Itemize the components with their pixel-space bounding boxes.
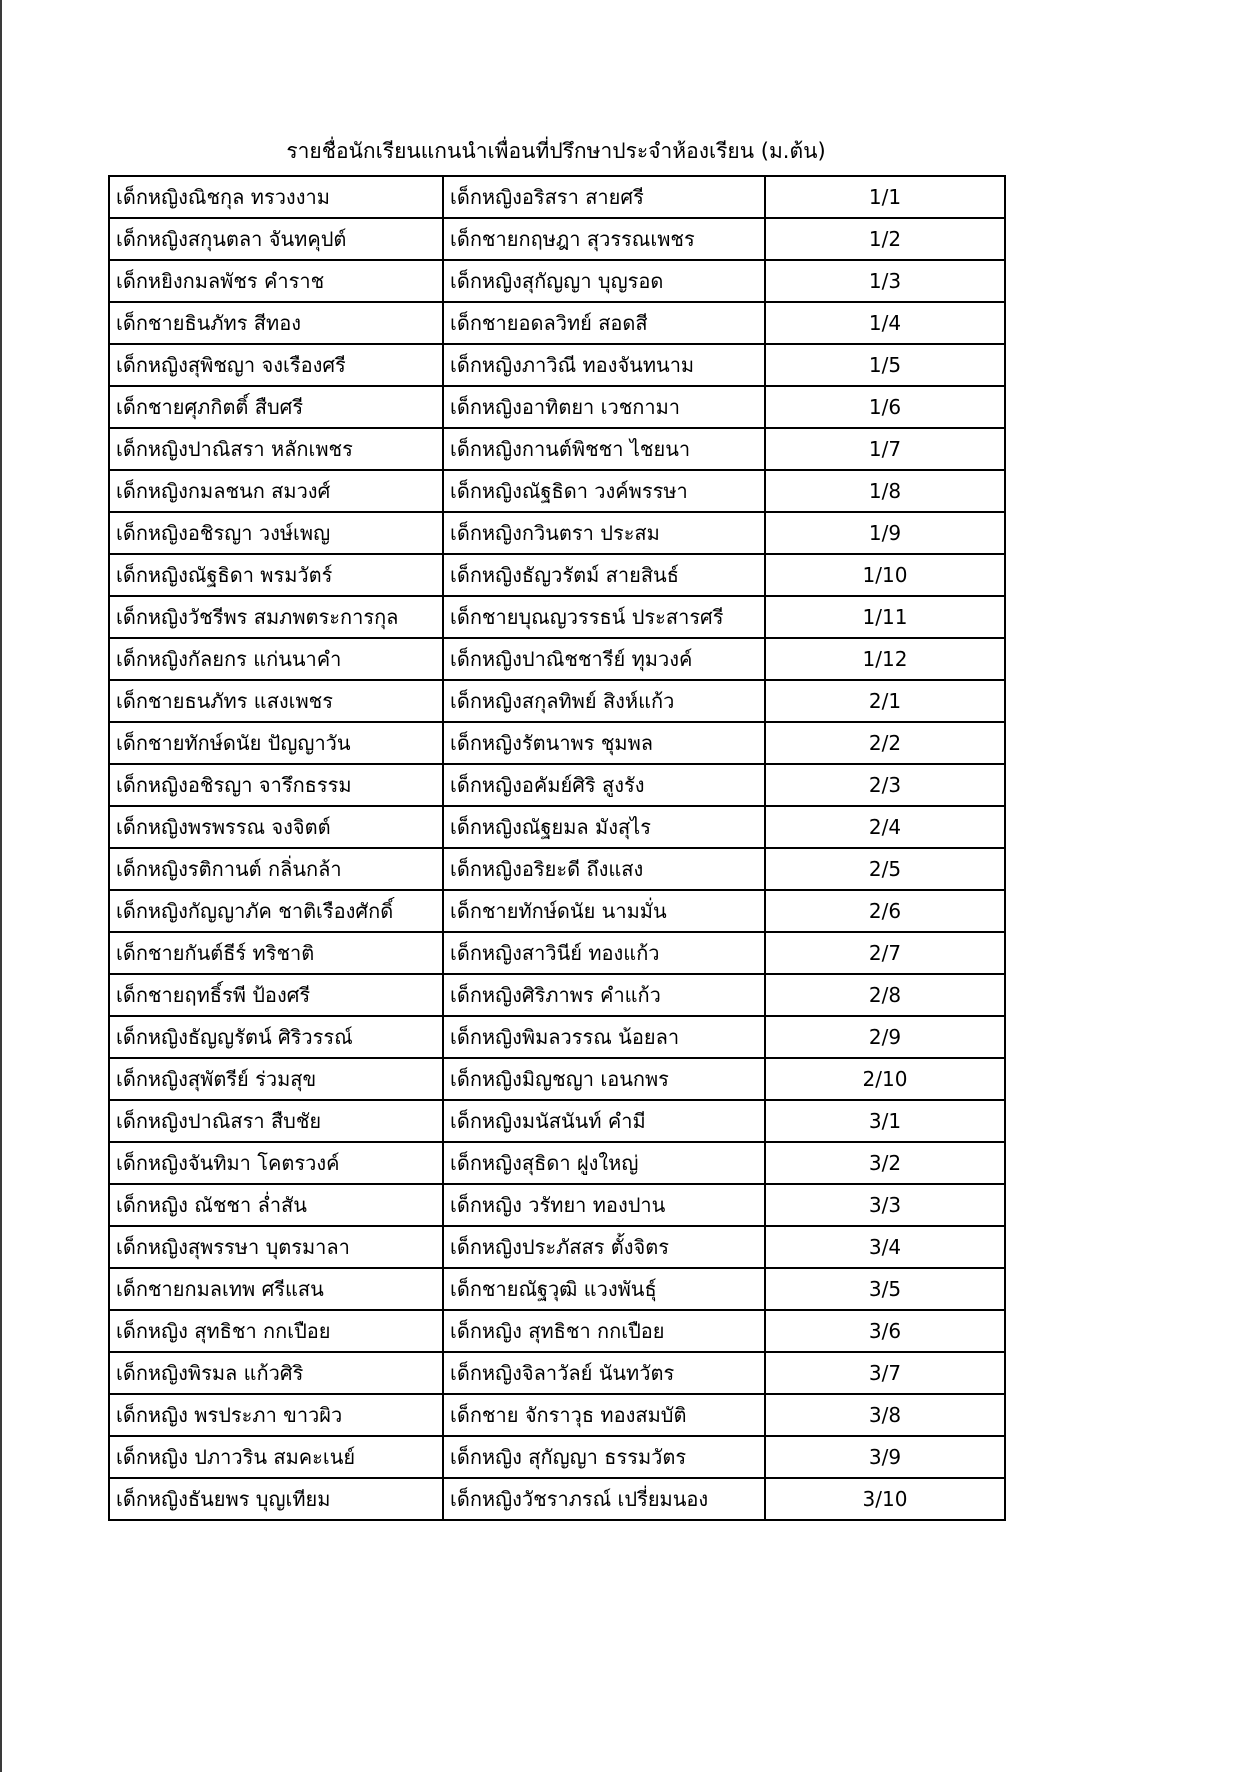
student-leader-name: เด็กชายธินภัทร สีทอง	[109, 302, 443, 344]
table-row	[109, 512, 1005, 554]
table-row	[109, 848, 1005, 890]
classroom-number: 2/4	[765, 806, 1005, 848]
student-leader-name: เด็กชายศุภกิตติ์ สืบศรี	[109, 386, 443, 428]
student-leader-name: เด็กหญิงพรพรรณ จงจิตต์	[109, 806, 443, 848]
student-leader-partner-name: เด็กชาย จักราวุธ ทองสมบัติ	[443, 1394, 765, 1436]
table-row	[109, 638, 1005, 680]
classroom-number: 3/5	[765, 1268, 1005, 1310]
table-row	[109, 176, 1005, 218]
classroom-number: 2/7	[765, 932, 1005, 974]
student-leader-name: เด็กหญิงสกุนตลา จันทคุปต์	[109, 218, 443, 260]
classroom-number: 1/2	[765, 218, 1005, 260]
classroom-number: 3/10	[765, 1478, 1005, 1520]
student-leader-name: เด็กหญิงสุพิชญา จงเรืองศรี	[109, 344, 443, 386]
table-row	[109, 1310, 1005, 1352]
table-row	[109, 428, 1005, 470]
student-leader-name: เด็กหญิงกมลชนก สมวงศ์	[109, 470, 443, 512]
student-leader-name: เด็กหญิง ปภาวริน สมคะเนย์	[109, 1436, 443, 1478]
student-leader-name: เด็กหญิง สุทธิชา กกเปือย	[109, 1310, 443, 1352]
table-row	[109, 302, 1005, 344]
table-row	[109, 1394, 1005, 1436]
page-edge-line	[0, 0, 2, 1772]
table-row	[109, 1100, 1005, 1142]
student-leader-table-body	[109, 176, 1005, 1520]
classroom-number: 3/4	[765, 1226, 1005, 1268]
student-leader-partner-name: เด็กหญิงพิมลวรรณ น้อยลา	[443, 1016, 765, 1058]
student-leader-name: เด็กหยิงกมลพัชร คำราช	[109, 260, 443, 302]
table-row	[109, 1184, 1005, 1226]
classroom-number: 2/9	[765, 1016, 1005, 1058]
student-leader-name: เด็กหญิงสุพรรษา บุตรมาลา	[109, 1226, 443, 1268]
classroom-number: 2/3	[765, 764, 1005, 806]
student-leader-name: เด็กหญิง พรประภา ขาวผิว	[109, 1394, 443, 1436]
student-leader-name: เด็กชายกมลเทพ ศรีแสน	[109, 1268, 443, 1310]
student-leader-name: เด็กหญิงกัลยกร แก่นนาคำ	[109, 638, 443, 680]
student-leader-partner-name: เด็กหญิงอคัมย์ศิริ สูงรัง	[443, 764, 765, 806]
student-leader-partner-name: เด็กหญิงอาทิตยา เวชกามา	[443, 386, 765, 428]
table-row	[109, 974, 1005, 1016]
table-row	[109, 932, 1005, 974]
student-leader-partner-name: เด็กชายณัฐวุฒิ แวงพันธุ์	[443, 1268, 765, 1310]
table-row	[109, 554, 1005, 596]
table-row	[109, 680, 1005, 722]
student-leader-name: เด็กหญิงณิชกุล ทรวงงาม	[109, 176, 443, 218]
classroom-number: 1/3	[765, 260, 1005, 302]
student-leader-name: เด็กหญิงอชิรญา วงษ์เพญ	[109, 512, 443, 554]
table-row	[109, 1436, 1005, 1478]
student-leader-name: เด็กหญิงรติกานต์ กลิ่นกล้า	[109, 848, 443, 890]
table-row	[109, 806, 1005, 848]
student-leader-name: เด็กชายธนภัทร แสงเพชร	[109, 680, 443, 722]
student-leader-partner-name: เด็กหญิงกวินตรา ประสม	[443, 512, 765, 554]
student-leader-partner-name: เด็กหญิงภาวิณี ทองจันทนาม	[443, 344, 765, 386]
classroom-number: 2/1	[765, 680, 1005, 722]
classroom-number: 3/7	[765, 1352, 1005, 1394]
student-leader-partner-name: เด็กชายอดลวิทย์ สอดสี	[443, 302, 765, 344]
student-leader-partner-name: เด็กหญิงณัฐยมล มังสุไร	[443, 806, 765, 848]
classroom-number: 3/1	[765, 1100, 1005, 1142]
student-leader-partner-name: เด็กหญิงวัชราภรณ์ เปรี่ยมนอง	[443, 1478, 765, 1520]
table-row	[109, 1016, 1005, 1058]
student-leader-name: เด็กหญิงอชิรญา จารึกธรรม	[109, 764, 443, 806]
student-leader-name: เด็กชายทักษ์ดนัย ปัญญาวัน	[109, 722, 443, 764]
student-leader-partner-name: เด็กหญิงรัตนาพร ชุมพล	[443, 722, 765, 764]
classroom-number: 1/8	[765, 470, 1005, 512]
student-leader-name: เด็กหญิง ณัชชา ล่ำสัน	[109, 1184, 443, 1226]
student-leader-name: เด็กหญิงจันทิมา โคตรวงค์	[109, 1142, 443, 1184]
student-leader-partner-name: เด็กชายกฤษฎา สุวรรณเพชร	[443, 218, 765, 260]
classroom-number: 1/4	[765, 302, 1005, 344]
classroom-number: 2/8	[765, 974, 1005, 1016]
table-row	[109, 1352, 1005, 1394]
student-leader-partner-name: เด็กหญิง สุทธิชา กกเปือย	[443, 1310, 765, 1352]
table-row	[109, 1226, 1005, 1268]
student-leader-partner-name: เด็กหญิงสุกัญญา บุญรอด	[443, 260, 765, 302]
classroom-number: 3/2	[765, 1142, 1005, 1184]
student-leader-name: เด็กหญิงสุพัตรีย์ ร่วมสุข	[109, 1058, 443, 1100]
classroom-number: 2/5	[765, 848, 1005, 890]
student-leader-table	[108, 175, 1006, 1521]
student-leader-name: เด็กหญิงวัชรีพร สมภพตระการกุล	[109, 596, 443, 638]
classroom-number: 1/11	[765, 596, 1005, 638]
student-leader-name: เด็กหญิงกัญญาภัค ชาติเรืองศักดิ์	[109, 890, 443, 932]
table-row	[109, 722, 1005, 764]
student-leader-name: เด็กหญิงปาณิสรา สืบชัย	[109, 1100, 443, 1142]
classroom-number: 2/10	[765, 1058, 1005, 1100]
student-leader-partner-name: เด็กหญิงอริยะดี ถึงแสง	[443, 848, 765, 890]
table-row	[109, 344, 1005, 386]
classroom-number: 1/9	[765, 512, 1005, 554]
student-leader-partner-name: เด็กหญิงศิริภาพร คำแก้ว	[443, 974, 765, 1016]
student-leader-partner-name: เด็กหญิงสุธิดา ฝูงใหญ่	[443, 1142, 765, 1184]
classroom-number: 3/6	[765, 1310, 1005, 1352]
student-leader-name: เด็กหญิงธันยพร บุญเทียม	[109, 1478, 443, 1520]
student-leader-name: เด็กหญิงปาณิสรา หลักเพชร	[109, 428, 443, 470]
student-leader-partner-name: เด็กหญิงกานต์พิชชา ไชยนา	[443, 428, 765, 470]
student-leader-partner-name: เด็กชายบุณญวรรธน์ ประสารศรี	[443, 596, 765, 638]
classroom-number: 2/6	[765, 890, 1005, 932]
student-leader-name: เด็กหญิงพิรมล แก้วศิริ	[109, 1352, 443, 1394]
table-row	[109, 764, 1005, 806]
student-leader-name: เด็กหญิงณัฐธิดา พรมวัตร์	[109, 554, 443, 596]
student-leader-partner-name: เด็กชายทักษ์ดนัย นามมั่น	[443, 890, 765, 932]
table-row	[109, 218, 1005, 260]
student-leader-name: เด็กชายกันต์ธีร์ ทริชาติ	[109, 932, 443, 974]
table-row	[109, 1478, 1005, 1520]
student-leader-partner-name: เด็กหญิงประภัสสร ตั้งจิตร	[443, 1226, 765, 1268]
student-leader-partner-name: เด็กหญิงธัญวรัตม์ สายสินธ์	[443, 554, 765, 596]
classroom-number: 1/10	[765, 554, 1005, 596]
classroom-number: 3/8	[765, 1394, 1005, 1436]
classroom-number: 1/1	[765, 176, 1005, 218]
classroom-number: 1/5	[765, 344, 1005, 386]
table-row	[109, 470, 1005, 512]
student-leader-partner-name: เด็กหญิง วรัทยา ทองปาน	[443, 1184, 765, 1226]
student-leader-partner-name: เด็กหญิงมนัสนันท์ คำมี	[443, 1100, 765, 1142]
student-leader-partner-name: เด็กหญิงมิญชญา เอนกพร	[443, 1058, 765, 1100]
student-leader-partner-name: เด็กหญิง สุกัญญา ธรรมวัตร	[443, 1436, 765, 1478]
classroom-number: 3/9	[765, 1436, 1005, 1478]
student-leader-partner-name: เด็กหญิงอริสรา สายศรี	[443, 176, 765, 218]
classroom-number: 1/12	[765, 638, 1005, 680]
student-leader-partner-name: เด็กหญิงปาณิชชารีย์ ทุมวงค์	[443, 638, 765, 680]
classroom-number: 2/2	[765, 722, 1005, 764]
classroom-number: 3/3	[765, 1184, 1005, 1226]
student-leader-partner-name: เด็กหญิงณัฐธิดา วงค์พรรษา	[443, 470, 765, 512]
table-row	[109, 1058, 1005, 1100]
table-row	[109, 1142, 1005, 1184]
student-leader-partner-name: เด็กหญิงสาวินีย์ ทองแก้ว	[443, 932, 765, 974]
table-row	[109, 890, 1005, 932]
student-leader-name: เด็กชายฤทธิ์รพี ป้องศรี	[109, 974, 443, 1016]
table-row	[109, 596, 1005, 638]
table-row	[109, 260, 1005, 302]
student-leader-partner-name: เด็กหญิงจิลาวัลย์ นันทวัตร	[443, 1352, 765, 1394]
classroom-number: 1/7	[765, 428, 1005, 470]
student-leader-partner-name: เด็กหญิงสกุลทิพย์ สิงห์แก้ว	[443, 680, 765, 722]
table-row	[109, 386, 1005, 428]
student-leader-name: เด็กหญิงธัญญรัตน์ ศิริวรรณ์	[109, 1016, 443, 1058]
classroom-number: 1/6	[765, 386, 1005, 428]
document-title: รายชื่อนักเรียนแกนนำเพื่อนที่ปรึกษาประจำห้องเรียน (ม.ต้น)	[286, 139, 826, 163]
table-row	[109, 1268, 1005, 1310]
